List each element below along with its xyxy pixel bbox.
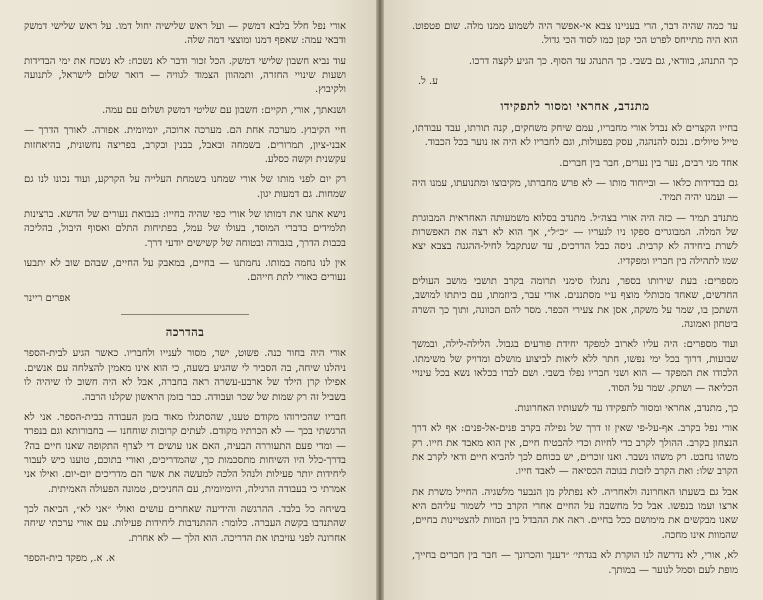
paragraph: בחייו הקצרים לא נבדל אורי מחבריו, עמם שיחק משחקים, קנה תורתו, עבד עבודתו, טייל טיולים. נכנס להנהגה, עסק בפעולות, וגם לחבריו לא היה אז נוער בכל הכבוד.	[412, 122, 738, 149]
paragraph: רק יום לפני מותו של אורי שמחנו בשמחת העלייה על הקרקע, ועוד נכונו לנו גם שמחות. גם דמעות יגון.	[24, 174, 346, 200]
paragraph: אבל גם בשעתו האחרונה ולאחריה. לא נפתלק מן הנבער מלשגיה. החייל משרת את ארצו ועמו בנפשו. אבל כל מחשבה על החיים אחרי הקרב כדי לשמור עליהם היא שאנו מבקשים את מימושם ככל בחיים. ראה את ההבדל בין המוות להצטיינות בחיים, שהמוות אינו מחכה.	[412, 486, 738, 541]
paragraph: חבריו שהכירוהו מקודם טענו, שהסתגלו מאוד בזמן העבודה בבית-הספר. אני לא הרגשתי בכך — לא הכרתיו מקודם. לעתים קרובות שוחחנו — בחבורותא וגם בנפרד — ומדי פעם התעוררה הבעיה, האם אנו עושים די לצרף התקופה שאנו חיים בה? בדרך-כלל היו השיחות מתסכמות כך, שהמדריכים, ואורי בתוכם, טוענו כיש לעבור ליחידות יותר פעילות ולנהל הלכה למעשה את אשר הם מדריכים יום-יום. ואילו אני אמרתי כי בעבודה הרגילה, היומיומית, עם החניכים, טמונה הפעולה האמיתית.	[24, 411, 346, 495]
paragraph: נישא אתנו את דמותו של אורי כפי שהיה בחייו: בנבואת נעורים של הדשא. ברצינות תלמידים בדברי המוסד, בעולו של עמל, בפתיחות התלם ואסוף היבול, בהליכה בכבות הדרך, בגבורה ובטוחה של קשישים יודעי דרך.	[24, 208, 346, 249]
section-heading: מתנדב, אחראי ומסור לתפקידו	[500, 99, 650, 114]
paragraph: עד כמה שהיה דבר, הרי בעניינו צבא אי-אפשר היה לשמוע ממנו מלה. שום פטפוט. הוא היה מתייחס לפרט הכי קטן כמו לסוד הכי גדול.	[412, 21, 738, 47]
book-gutter	[376, 0, 384, 600]
right-page	[384, 0, 763, 600]
paragraph: חיי הקיבוץ. מערכה אחת הם. מערכה ארוכה, יומיומית. אפורה. לאורך הדרך — אבני-ציון, תמרורים. בשמחה ובאבל, בבנין ובקרב, בפריצה נחשונית, בהיאחזות עקשנית וקשה כסלע.	[24, 125, 346, 165]
paragraph: אחד מני רבים, נער בין נערים, חבר בין חברים.	[559, 157, 738, 169]
paragraph: אורי נפל בקרב. אף-על-פי שאין זו דרך של נפילה בקרב פנים-אל-פנים: אף לא דרך הנצחון בקרב. ההולך לקרב כדי לחיות וכדי להבטיח חיים, אין הוא מאבד את חייו. רק משהו נחבט. רק משהו נשבר. ואנו זוכרים, יש בכוחם לכך להביא חיים ודאי לקרב את הקרב שלו: ואת הקרב לזכות בגובה הכסיאה — לאבד חייו.	[412, 423, 738, 478]
author-signature: ע. ל.	[418, 76, 438, 88]
left-page	[0, 0, 376, 600]
paragraph: בשיחה כל בלבד. ההרגשה והידיעה שאחרים עושים ואולי ״אני לא״, הביאה לכך שהתנדבו בקשת העברה. כלומר: ההתנדבות ליחידות פעילות. עם אורי ערכתי שיחה אחרונה לפני עזיבתו את הדריכה. הוא הלך — לא אחרת.	[24, 504, 346, 544]
paragraph: מתנדב תמיד — כזה היה אורי בצה״ל. מתנדב בסלוא משמעותה האחראית המבוגרת של המלה. המבוגרים ספקו ניו לנעריו — ״כ״ל״, אך הוא לא רצה את האפשרות לשרת ביחידה לא קרבית. ניסה כבל הדרכים, עד שנתקבל לחיל-ההגנה בצבא יצא שמו לתהילה בין חבריו ומפקדיו.	[412, 212, 738, 267]
paragraph: עוד נביא חשבון שלישי דמשק. הכל זכור ודבר לא נשכח: לא נשכח את ימי הבדידות ושעות שינויי החזרה, ותמהוון הצמוד לגוויה — דואר שלום לישראל, לתנועה ולקיבוץ.	[24, 55, 346, 96]
paragraph: כך התנהג, בוודאי, גם בשבי. כך התנהג עד הסוף. כך הגיע לקצה דרכו.	[468, 55, 738, 67]
paragraph: ושנאתך, אורי, תקיים: חשבון עם שליטי דמשק ושלום עם עמה.	[102, 104, 346, 116]
left-page-column	[24, 20, 346, 575]
author-signature: אפרים ריינר	[24, 292, 71, 304]
right-page-column	[412, 20, 738, 584]
paragraph: אין לנו נחמה במותו. נחמתנו — בחיים, במאבק על החיים, שבהם שוב לא יתבעו נעורים כאורי לתת חייהם.	[24, 258, 346, 284]
paragraph: אורי נפל חלל בלבא דמשק — ועל ראש שלישיה יחול דמו. על ראש שלישי דמשק ודבאי עמה: שאפף דמנו ומוצצי דמה שלה.	[24, 21, 346, 47]
paragraph: לא, אורי, לא נדרשה לנו הוקרת לא בגדתי׳ ״דענך והכרונך — חבר בין חברים בחייך, מופת לעם וסמל לנוער — במותך.	[412, 550, 738, 576]
paragraph: גם בבדידות כלאו — ובייחוד מותו — לא פרש מחברתו, מקיבוצו ומתנועתו, עמנו היה — ועמנו יהיה תמיד.	[412, 177, 738, 204]
paragraph: כך, מתנדב, אחראי ומסור לתפקידו עד לשעותיו האחרונות.	[514, 402, 738, 414]
paragraph: אורי היה בחור כנה. פשוט, ישר, מסור לענייו ולחבריו. כאשר הגיע לבית-הספר ניהלנו שיחה, בה הסביר לי שהגיע בשעה, כי הוא אינו מאמין להצלחה עם אנשים. אפילו קרן הילד של ארבע-עשרה ראה בחברה, אבל לא היה חשוב לו שיהיה לו בשביל זה רק שמות של שכר ועבודה. כבר בזמן הראשון שקלנו הרבה.	[24, 348, 346, 403]
paragraph: מספרים: בעת שירותו בספר, נתגלו סימני תרומה בקרב תושבי מושב העולים החדשים, שאחד מכותלי מוצף ע״י מסתננים. אורי עבר, ביוזמתו, עם כיתתו למושב, השתכן בו, שמר על משקה, אסן את צעירי הכפר. מסר להם הכוונה, ותוך כך השרה ביטחון ואמונה.	[412, 276, 738, 331]
section-heading: בהדרכה	[165, 325, 205, 340]
paragraph: ועוד מספרים: היה עליו לארוב למפקד יחידת פורעים בגבול. הלילה-לילה, ובמשך שבועות, דרוך בכל ימי נפשו, חתר ללא ליאות לביצוע מושלם ומדויק של משימתו. הלכודו את המפקד — הוא ושני חבריו נפלו בשבי. ושם לבדו בכלאו נשא בכל עינויי הכליאה — ושתק. שמר על הסוד.	[412, 339, 738, 394]
author-signature: א. א., מפקד בית-הספר	[24, 553, 115, 565]
section-divider	[121, 314, 250, 315]
